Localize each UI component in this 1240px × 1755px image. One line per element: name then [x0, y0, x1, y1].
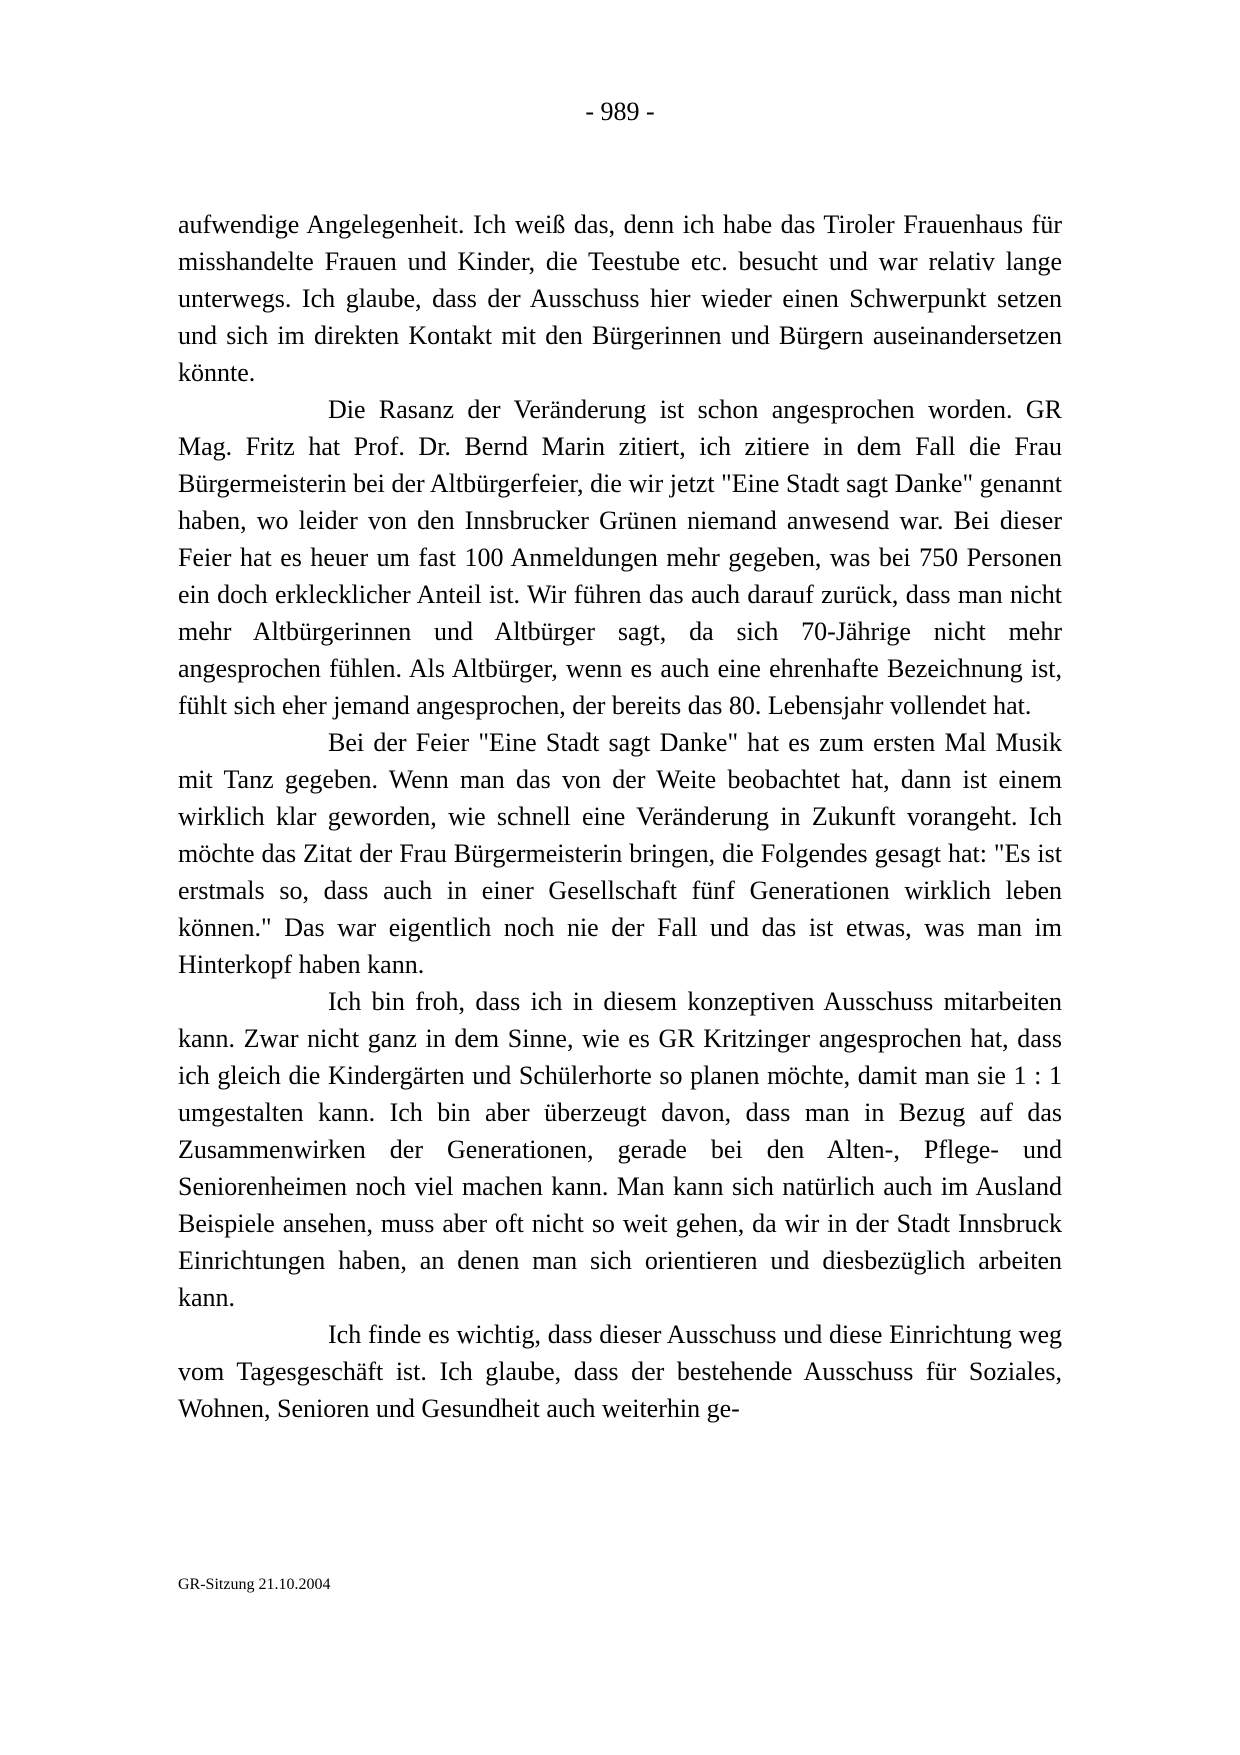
- page-footer: GR-Sitzung 21.10.2004: [178, 1576, 331, 1593]
- paragraph: Ich finde es wichtig, dass dieser Ausschuss und diese Einrichtung weg vom Tagesgeschäft ist. Ich glaube, dass der bestehende Ausschuss für Soziales, Wohnen, Senioren und Gesundheit auch weiterhin ge-: [178, 1320, 1062, 1423]
- paragraph: Bei der Feier "Eine Stadt sagt Danke" hat es zum ersten Mal Musik mit Tanz gegeben. Wenn man das von der Weite beobachtet hat, dann ist einem wirklich klar geworden, wie schnell eine Veränderung in Zukunft vorangeht. Ich möchte das Zitat der Frau Bürgermeisterin bringen, die Folgendes gesagt hat: "Es ist erstmals so, dass auch in einer Gesellschaft fünf Generationen wirklich leben können." Das war eigentlich noch nie der Fall und das ist etwas, was man im Hinterkopf haben kann.: [178, 728, 1062, 979]
- page-number: - 989 -: [585, 97, 655, 126]
- paragraph: Ich bin froh, dass ich in diesem konzeptiven Ausschuss mitarbeiten kann. Zwar nicht ganz in dem Sinne, wie es GR Kritzinger angesprochen hat, dass ich gleich die Kindergärten und Schülerhorte so planen möchte, damit man sie 1 : 1 umgestalten kann. Ich bin aber überzeugt davon, dass man in Bezug auf das Zusammenwirken der Generationen, gerade bei den Alten-, Pflege- und Seniorenheimen noch viel machen kann. Man kann sich natürlich auch im Ausland Beispiele ansehen, muss aber oft nicht so weit gehen, da wir in der Stadt Innsbruck Einrichtungen haben, an denen man sich orientieren und diesbezüglich arbeiten kann.: [178, 987, 1062, 1312]
- paragraph: Die Rasanz der Veränderung ist schon angesprochen worden. GR Mag. Fritz hat Prof. Dr. Bernd Marin zitiert, ich zitiere in dem Fall die Frau Bürgermeisterin bei der Altbürgerfeier, die wir jetzt "Eine Stadt sagt Danke" genannt haben, wo leider von den Innsbrucker Grünen niemand anwesend war. Bei dieser Feier hat es heuer um fast 100 Anmeldungen mehr gegeben, was bei 750 Personen ein doch erklecklicher Anteil ist. Wir führen das auch darauf zurück, dass man nicht mehr Altbürgerinnen und Altbürger sagt, da sich 70-Jährige nicht mehr angesprochen fühlen. Als Altbürger, wenn es auch eine ehrenhafte Bezeichnung ist, fühlt sich eher jemand angesprochen, der bereits das 80. Lebensjahr vollendet hat.: [178, 395, 1062, 720]
- body-text: [178, 206, 1062, 1427]
- paragraph: aufwendige Angelegenheit. Ich weiß das, denn ich habe das Tiroler Frauenhaus für misshandelte Frauen und Kinder, die Teestube etc. besucht und war relativ lange unterwegs. Ich glaube, dass der Ausschuss hier wieder einen Schwerpunkt setzen und sich im direkten Kontakt mit den Bürgerinnen und Bürgern auseinandersetzen könnte.: [178, 210, 1062, 387]
